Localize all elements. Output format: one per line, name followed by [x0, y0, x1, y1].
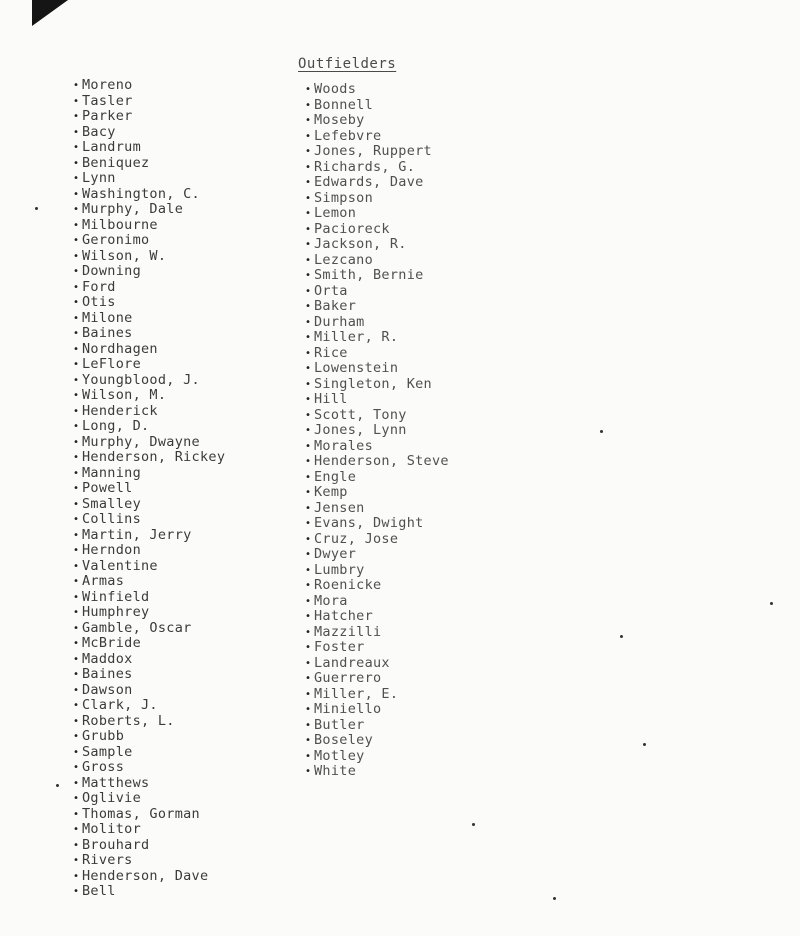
player-name: • Bell	[82, 884, 225, 900]
player-name: • Moseby	[314, 113, 449, 129]
player-name: • Roberts, L.	[82, 714, 225, 730]
player-name: • Bacy	[82, 125, 225, 141]
page-corner-mark	[32, 0, 68, 26]
player-name: • Thomas, Gorman	[82, 807, 225, 823]
player-name: • Milbourne	[82, 218, 225, 234]
player-name: • Murphy, Dale	[82, 202, 225, 218]
player-name: • Lefebvre	[314, 129, 449, 145]
player-name: • Moreno	[82, 78, 225, 94]
player-name: • Miller, E.	[314, 687, 449, 703]
paper-speck	[35, 207, 38, 210]
player-name: • Dwyer	[314, 547, 449, 563]
player-name: • Orta	[314, 284, 449, 300]
player-name: • Evans, Dwight	[314, 516, 449, 532]
player-name: • Molitor	[82, 822, 225, 838]
player-name: • Manning	[82, 466, 225, 482]
player-name: • Powell	[82, 481, 225, 497]
player-name: • Youngblood, J.	[82, 373, 225, 389]
player-name: • Jones, Lynn	[314, 423, 449, 439]
player-name: • Wilson, W.	[82, 249, 225, 265]
player-name: • Scott, Tony	[314, 408, 449, 424]
player-name: • LeFlore	[82, 357, 225, 373]
player-name: • Humphrey	[82, 605, 225, 621]
paper-speck	[472, 823, 475, 826]
player-name: • Boseley	[314, 733, 449, 749]
player-name: • Landrum	[82, 140, 225, 156]
player-name: • Mazzilli	[314, 625, 449, 641]
player-name: • McBride	[82, 636, 225, 652]
player-name: • Nordhagen	[82, 342, 225, 358]
player-name: • Gamble, Oscar	[82, 621, 225, 637]
player-name: • Landreaux	[314, 656, 449, 672]
paper-speck	[770, 602, 773, 605]
player-name: • Motley	[314, 749, 449, 765]
player-name: • Engle	[314, 470, 449, 486]
player-name: • White	[314, 764, 449, 780]
player-name: • Bonnell	[314, 98, 449, 114]
player-name: • Pacioreck	[314, 222, 449, 238]
player-name: • Geronimo	[82, 233, 225, 249]
player-name: • Kemp	[314, 485, 449, 501]
player-name: • Sample	[82, 745, 225, 761]
player-name: • Winfield	[82, 590, 225, 606]
player-name: • Simpson	[314, 191, 449, 207]
page-title: Outfielders	[298, 56, 397, 72]
player-name: • Jones, Ruppert	[314, 144, 449, 160]
player-name: • Woods	[314, 82, 449, 98]
player-name: • Murphy, Dwayne	[82, 435, 225, 451]
player-name: • Tasler	[82, 94, 225, 110]
player-name: • Martin, Jerry	[82, 528, 225, 544]
player-name: • Dawson	[82, 683, 225, 699]
player-name: • Grubb	[82, 729, 225, 745]
player-name: • Lowenstein	[314, 361, 449, 377]
player-name: • Edwards, Dave	[314, 175, 449, 191]
player-name: • Long, D.	[82, 419, 225, 435]
player-name: • Richards, G.	[314, 160, 449, 176]
player-name: • Baines	[82, 326, 225, 342]
player-name: • Otis	[82, 295, 225, 311]
player-name: • Rivers	[82, 853, 225, 869]
player-name: • Miller, R.	[314, 330, 449, 346]
player-name: • Valentine	[82, 559, 225, 575]
player-name: • Singleton, Ken	[314, 377, 449, 393]
player-name: • Foster	[314, 640, 449, 656]
player-name: • Lezcano	[314, 253, 449, 269]
player-name: • Roenicke	[314, 578, 449, 594]
player-name: • Beniquez	[82, 156, 225, 172]
player-name: • Smith, Bernie	[314, 268, 449, 284]
player-name: • Milone	[82, 311, 225, 327]
player-name: • Butler	[314, 718, 449, 734]
player-name: • Clark, J.	[82, 698, 225, 714]
player-name: • Gross	[82, 760, 225, 776]
player-name: • Jackson, R.	[314, 237, 449, 253]
player-name: • Matthews	[82, 776, 225, 792]
outfielders-list-left	[82, 78, 225, 900]
player-name: • Henderick	[82, 404, 225, 420]
player-name: • Downing	[82, 264, 225, 280]
player-name: • Jensen	[314, 501, 449, 517]
player-name: • Lumbry	[314, 563, 449, 579]
player-name: • Cruz, Jose	[314, 532, 449, 548]
player-name: • Hill	[314, 392, 449, 408]
player-name: • Oglivie	[82, 791, 225, 807]
outfielders-list-right	[314, 82, 449, 780]
player-name: • Smalley	[82, 497, 225, 513]
player-name: • Durham	[314, 315, 449, 331]
player-name: • Parker	[82, 109, 225, 125]
player-name: • Collins	[82, 512, 225, 528]
paper-speck	[553, 897, 556, 900]
player-name: • Ford	[82, 280, 225, 296]
player-name: • Henderson, Dave	[82, 869, 225, 885]
player-name: • Baines	[82, 667, 225, 683]
player-name: • Hatcher	[314, 609, 449, 625]
player-name: • Maddox	[82, 652, 225, 668]
player-name: • Henderson, Steve	[314, 454, 449, 470]
player-name: • Henderson, Rickey	[82, 450, 225, 466]
player-name: • Rice	[314, 346, 449, 362]
paper-speck	[620, 635, 623, 638]
player-name: • Armas	[82, 574, 225, 590]
player-name: • Herndon	[82, 543, 225, 559]
player-name: • Brouhard	[82, 838, 225, 854]
player-name: • Guerrero	[314, 671, 449, 687]
player-name: • Wilson, M.	[82, 388, 225, 404]
player-name: • Lemon	[314, 206, 449, 222]
player-name: • Mora	[314, 594, 449, 610]
paper-speck	[600, 430, 603, 433]
paper-speck	[56, 784, 59, 787]
player-name: • Lynn	[82, 171, 225, 187]
player-name: • Washington, C.	[82, 187, 225, 203]
player-name: • Morales	[314, 439, 449, 455]
player-name: • Baker	[314, 299, 449, 315]
player-name: • Miniello	[314, 702, 449, 718]
paper-speck	[643, 743, 646, 746]
